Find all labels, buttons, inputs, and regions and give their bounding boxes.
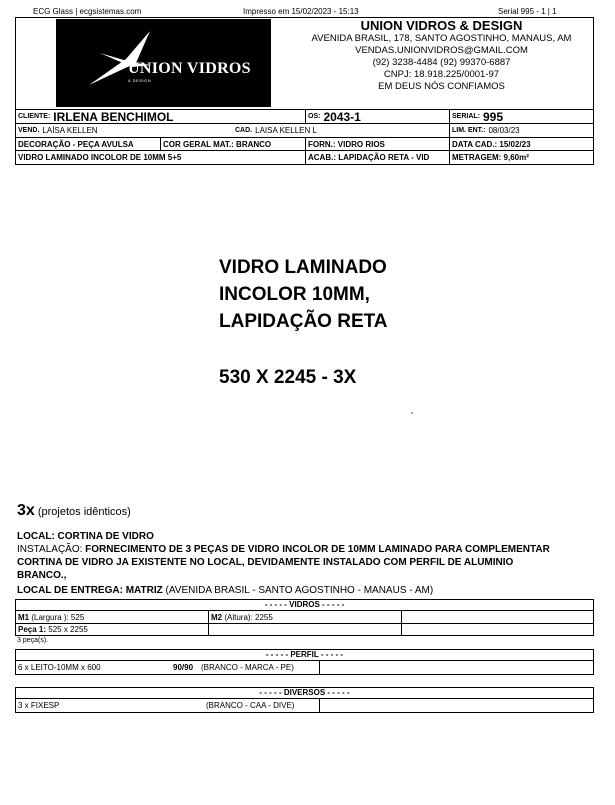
piece-count: 3 peça(s). — [17, 637, 49, 644]
delivery-label: LOCAL DE ENTREGA: MATRIZ — [17, 585, 163, 596]
table-row — [16, 661, 593, 674]
logo-subtext: & DESIGN — [128, 78, 152, 83]
os-label: OS: — [308, 113, 321, 120]
order-row-glass — [15, 151, 594, 165]
misc-item: 3 x FIXESP — [18, 701, 60, 710]
m1-label: M1 — [18, 612, 30, 622]
misc-table — [15, 699, 594, 713]
serial-number: 995 — [483, 110, 504, 123]
company-address: AVENIDA BRASIL, 178, SANTO AGOSTINHO, MANAUS, AM — [311, 33, 572, 44]
system-name: ECG Glass | ecgsistemas.com — [33, 7, 142, 16]
area-metric: METRAGEM: 9,60m² — [449, 151, 593, 164]
table-row — [16, 699, 593, 712]
company-motto: EM DEUS NÓS CONFIAMOS — [378, 81, 505, 92]
profile-code: 90/90 — [173, 663, 194, 672]
order-row-client — [15, 109, 594, 124]
delivery-location — [17, 584, 433, 597]
limit-date-label: LIM. ENT.: — [452, 127, 486, 134]
profile-detail: (BRANCO - MARCA - PE) — [201, 663, 294, 672]
finish: ACAB.: LAPIDAÇÃO RETA - VID — [305, 151, 449, 164]
color-material: COR GERAL MAT.: BRANCO — [160, 138, 305, 150]
company-logo — [56, 19, 271, 107]
glass-type: VIDRO LAMINADO INCOLOR DE 10MM 5+5 — [18, 153, 182, 162]
quantity-value: 3x — [17, 502, 35, 519]
glass-table — [15, 611, 594, 636]
registrar-name: LAISA KELLEN L — [255, 126, 317, 135]
company-phones: (92) 3238-4484 (92) 99370-6887 — [372, 57, 511, 68]
register-date: DATA CAD.: 15/02/23 — [449, 138, 593, 150]
install-location: LOCAL: CORTINA DE VIDRO — [17, 531, 154, 542]
quantity-note: (projetos idênticos) — [37, 506, 131, 518]
m1-value: (Largura ): 525 — [31, 612, 85, 622]
registrar-label: CAD. — [235, 127, 253, 134]
drawing-line-1: VIDRO LAMINADO — [219, 257, 387, 278]
installation-line-1: FORNECIMENTO DE 3 PEÇAS DE VIDRO INCOLOR DE 10MM LAMINADO PARA COMPLEMENTAR — [85, 544, 550, 555]
limit-date: 08/03/23 — [488, 126, 520, 135]
misc-detail: (BRANCO - CAA - DIVE) — [206, 701, 295, 710]
serial-label: SERIAL: — [452, 113, 480, 120]
profile-item: 6 x LEITO-10MM x 600 — [18, 663, 101, 672]
drawing-line-2: INCOLOR 10MM, — [219, 284, 370, 305]
misc-section-title: - - - - - DIVERSOS - - - - - — [15, 687, 594, 699]
drawing-mark: * — [411, 412, 413, 418]
table-row — [16, 623, 593, 635]
seller-label: VEND. — [18, 127, 40, 134]
order-row-seller — [15, 124, 594, 138]
installation-line-3: BRANCO., — [17, 570, 67, 581]
logo-text: UNION VIDROS — [128, 60, 251, 77]
company-name: UNION VIDROS & DESIGN — [360, 18, 523, 33]
order-row-decoration — [15, 138, 594, 151]
drawing-dimensions: 530 X 2245 - 3X — [219, 367, 357, 388]
m2-label: M2 — [211, 612, 223, 622]
drawing-line-3: LAPIDAÇÃO RETA — [219, 311, 388, 332]
glass-section-title: - - - - - VIDROS - - - - - — [15, 599, 594, 611]
company-cnpj: CNPJ: 18.918.225/0001-97 — [383, 69, 500, 80]
installation-line-2: CORTINA DE VIDRO JA EXISTENTE NO LOCAL, DEVIDAMENTE INSTALADO COM PERFIL DE ALUMINIO — [17, 557, 514, 568]
piece-value: 525 x 2255 — [48, 625, 88, 634]
m2-value: (Altura): 2255 — [224, 612, 273, 622]
project-quantity — [17, 502, 131, 520]
client-name: IRLENA BENCHIMOL — [53, 110, 174, 123]
delivery-address: (AVENIDA BRASIL - SANTO AGOSTINHO - MANAUS - AM) — [165, 585, 434, 596]
drawing-description — [219, 254, 388, 335]
decoration: DECORAÇÃO - PEÇA AVULSA — [18, 139, 134, 149]
installation-description — [17, 543, 607, 582]
company-info — [274, 18, 609, 93]
seller-name: LAÍSA KELLEN — [42, 126, 98, 135]
profile-table — [15, 661, 594, 675]
piece-label: Peça 1: — [18, 625, 47, 634]
profile-section-title: - - - - - PERFIL - - - - - — [15, 649, 594, 661]
serial-page: Serial 995 - 1 | 1 — [498, 7, 557, 16]
table-row — [16, 611, 593, 623]
os-number: 2043-1 — [323, 110, 361, 123]
installation-label: INSTALAÇÃO: — [17, 544, 83, 555]
supplier: FORN.: VIDRO RIOS — [305, 138, 449, 150]
print-date: Impresso em 15/02/2023 - 15:13 — [243, 7, 359, 16]
client-label: CLIENTE: — [18, 113, 51, 120]
company-email: VENDAS.UNIONVIDROS@GMAIL.COM — [355, 45, 528, 56]
